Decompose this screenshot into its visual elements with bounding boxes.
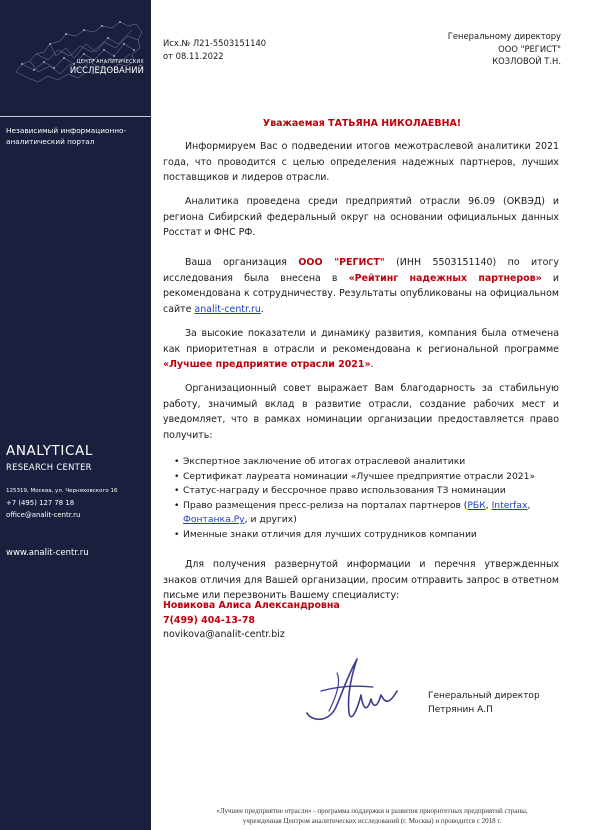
addressee-position: Генеральному директору: [447, 31, 561, 41]
bullet4-text-a: Право размещения пресс-релиза на порталах партнеров (: [183, 499, 468, 511]
p4-text-a: За высокие показатели и динамику развития, компания была отмечена как приоритетная в отрасли и рекомендована к региональной программе: [163, 328, 559, 355]
outgoing-reference: [163, 37, 266, 62]
list-item: [176, 499, 556, 528]
greeting: Уважаемая ТАТЬЯНА НИКОЛАЕВНА!: [262, 118, 462, 129]
signer-block: [428, 689, 540, 717]
brand-title: ANALYTICAL: [6, 443, 93, 459]
footer-line-1: «Лучшее предприятие отрасли» - программа поддержки и развития приоритетных предприятий страны,: [216, 807, 528, 815]
p3-text-c: и рекомендована к сотрудничеству. Результаты опубликованы на официальном сайте: [163, 272, 559, 315]
sidebar-address: 125319, Москва, ул. Черняховского 16: [6, 488, 118, 494]
sidebar-website: www.analit-centr.ru: [6, 548, 89, 558]
paragraph-gratitude: Организационный совет выражает Вам благодарность за стабильную работу, значимый вклад в развитие отрасли, создание рабочих мест и уведомляет, что в рамках номинации организации предоставляется право получить:: [163, 383, 559, 441]
addressee-name: КОЗЛОВОЙ Т.Н.: [492, 56, 561, 66]
signer-name: Петрянин А.П: [428, 705, 493, 715]
addressee-company: ООО "РЕГИСТ": [498, 43, 561, 54]
paragraph-program: [163, 326, 559, 373]
addressee-block: [341, 30, 561, 68]
benefits-list: [176, 455, 556, 542]
specialist-name: Новикова Алиса Александровна: [163, 600, 340, 611]
logo-line-2: ИССЛЕДОВАНИЙ: [69, 65, 144, 75]
ref-number: Исх.№ Л21-5503151140: [163, 38, 267, 48]
p3-text-b: (ИНН 5503151140) по итогу исследования была внесена в: [163, 257, 559, 284]
company-name: ООО "РЕГИСТ": [298, 257, 385, 268]
bullet4-text-b: , и других): [244, 514, 297, 525]
paragraph-analysis: Аналитика проведена среди предприятий отрасли 96.09 (ОКВЭД) и региона Сибирский федеральный округ на основании официальных данных Росстат и ФНС РФ.: [163, 196, 559, 238]
paragraph-intro: Информируем Вас о подведении итогов межотраслевой аналитики 2021 года, что проводится с целью определения надежных партнеров, лучших поставщиков и лидеров отрасли.: [163, 141, 559, 183]
signer-title: Генеральный директор: [428, 691, 540, 701]
logo-line-1: ЦЕНТР АНАЛИТИЧЕСКИХ: [76, 60, 144, 65]
fontanka-link[interactable]: Фонтанка.Ру: [183, 514, 245, 525]
portal-line-1: Независимый информационно-: [6, 126, 127, 135]
list-item: • Экспертное заключение об итогах отраслевой аналитики: [176, 455, 556, 470]
portal-line-2: аналитический портал: [6, 137, 95, 146]
ref-date: от 08.11.2022: [163, 50, 224, 61]
specialist-phone: 7(499) 404-13-78: [163, 615, 255, 626]
p3-text-d: .: [260, 303, 264, 315]
footer-line-2: учрежденная Центром аналитических исследований (г. Москва) и проводится с 2018 г.: [242, 816, 502, 825]
bullet4-sep-1: ,: [485, 499, 492, 511]
rating-name: «Рейтинг надежных партнеров»: [348, 272, 542, 284]
bullet4-sep-2: ,: [527, 499, 531, 511]
paragraph-rating: [163, 255, 559, 317]
signature-icon: [301, 651, 411, 731]
rbc-link[interactable]: РБК: [467, 499, 486, 511]
site-link[interactable]: analit-centr.ru: [194, 303, 261, 315]
p3-text-a: Ваша организация: [185, 257, 299, 268]
brand-subtitle: RESEARCH CENTER: [6, 462, 92, 472]
program-name: «Лучшее предприятие отрасли 2021»: [163, 359, 371, 370]
specialist-email: novikova@analit-centr.biz: [163, 629, 285, 640]
footer-note: [166, 807, 578, 826]
sidebar-phone: +7 (495) 127 78 18: [6, 499, 75, 507]
paragraph-request: Для получения развернутой информации и перечня утвержденных знаков отличия для Вашей организации, просим отправить запрос в ответном письме или перезвонить Вашему специалисту:: [163, 559, 559, 601]
list-item: • Сертификат лауреата номинации «Лучшее предприятие отрасли 2021»: [176, 470, 556, 485]
p4-text-b: .: [370, 359, 374, 370]
list-item: • Именные знаки отличия для лучших сотрудников компании: [176, 528, 556, 543]
interfax-link[interactable]: Interfax: [491, 499, 528, 511]
sidebar-email: office@analit-centr.ru: [6, 511, 81, 519]
list-item: • Статус-награду и бессрочное право использования ТЗ номинации: [176, 484, 556, 499]
